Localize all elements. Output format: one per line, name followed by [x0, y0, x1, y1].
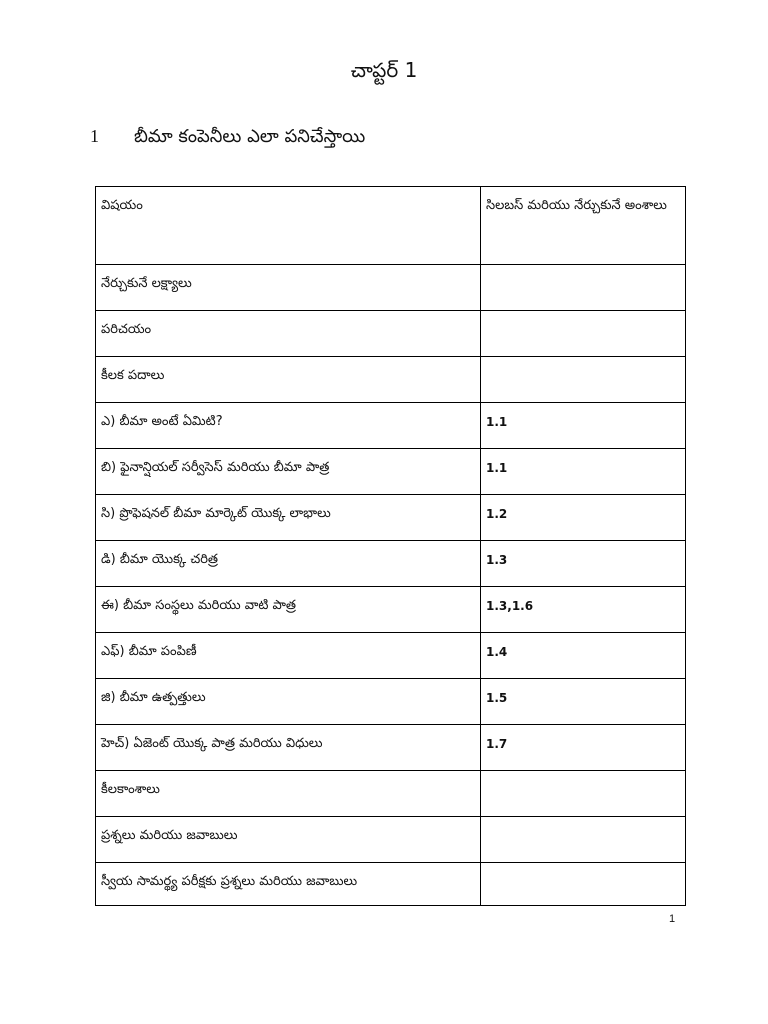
table-row: [96, 403, 686, 449]
ref-cell: 1.4: [481, 633, 686, 679]
ref-cell: 1.3,1.6: [481, 587, 686, 633]
topic-cell: హెచ్) ఏజెంట్ యొక్క పాత్ర మరియు విధులు: [96, 725, 481, 771]
table-row: [96, 817, 686, 863]
section-title: బీమా కంపెనీలు ఎలా పనిచేస్తాయి: [134, 126, 366, 147]
ref-cell: 1.3: [481, 541, 686, 587]
table-row: [96, 265, 686, 311]
ref-cell: [481, 357, 686, 403]
topic-cell: ఎఫ్) బీమా పంపిణీ: [96, 633, 481, 679]
table-row: [96, 311, 686, 357]
ref-cell: [481, 265, 686, 311]
table-row: [96, 725, 686, 771]
topic-cell: ఈ) బీమా సంస్థలు మరియు వాటి పాత్ర: [96, 587, 481, 633]
topic-cell: నేర్చుకునే లక్ష్యాలు: [96, 265, 481, 311]
ref-cell: 1.1: [481, 449, 686, 495]
topic-cell: పరిచయం: [96, 311, 481, 357]
page-number: 1: [669, 913, 676, 925]
table-row: [96, 771, 686, 817]
ref-cell: 1.2: [481, 495, 686, 541]
table-row: [96, 357, 686, 403]
header-syllabus: సిలబస్ మరియు నేర్చుకునే అంశాలు: [481, 187, 686, 265]
topic-cell: ప్రశ్నలు మరియు జవాబులు: [96, 817, 481, 863]
table-row: [96, 495, 686, 541]
ref-cell: [481, 311, 686, 357]
table-row: [96, 587, 686, 633]
topic-cell: కీలక పదాలు: [96, 357, 481, 403]
topic-cell: కీలకాంశాలు: [96, 771, 481, 817]
topic-cell: బి) ఫైనాన్షియల్ సర్వీసెస్ మరియు బీమా పాత్ర: [96, 449, 481, 495]
syllabus-table: [95, 186, 686, 906]
section-number: 1: [90, 126, 99, 146]
table-row: [96, 679, 686, 725]
topic-cell: సి) ప్రొఫెషనల్ బీమా మార్కెట్ యొక్క లాభాలు: [96, 495, 481, 541]
topic-cell: స్వీయ సామర్థ్య పరీక్షకు ప్రశ్నలు మరియు జవాబులు: [96, 863, 481, 906]
ref-cell: [481, 817, 686, 863]
table-row: [96, 449, 686, 495]
table-header-row: [96, 187, 686, 265]
table-row: [96, 863, 686, 906]
ref-cell: [481, 863, 686, 906]
ref-cell: 1.1: [481, 403, 686, 449]
ref-cell: [481, 771, 686, 817]
section-heading: [90, 126, 365, 151]
table-row: [96, 633, 686, 679]
ref-cell: 1.7: [481, 725, 686, 771]
header-topic: విషయం: [96, 187, 481, 265]
topic-cell: జి) బీమా ఉత్పత్తులు: [96, 679, 481, 725]
topic-cell: డి) బీమా యొక్క చరిత్ర: [96, 541, 481, 587]
ref-cell: 1.5: [481, 679, 686, 725]
table-row: [96, 541, 686, 587]
topic-cell: ఎ) బీమా అంటే ఏమిటి?: [96, 403, 481, 449]
chapter-title: చాప్టర్ 1: [350, 58, 418, 82]
